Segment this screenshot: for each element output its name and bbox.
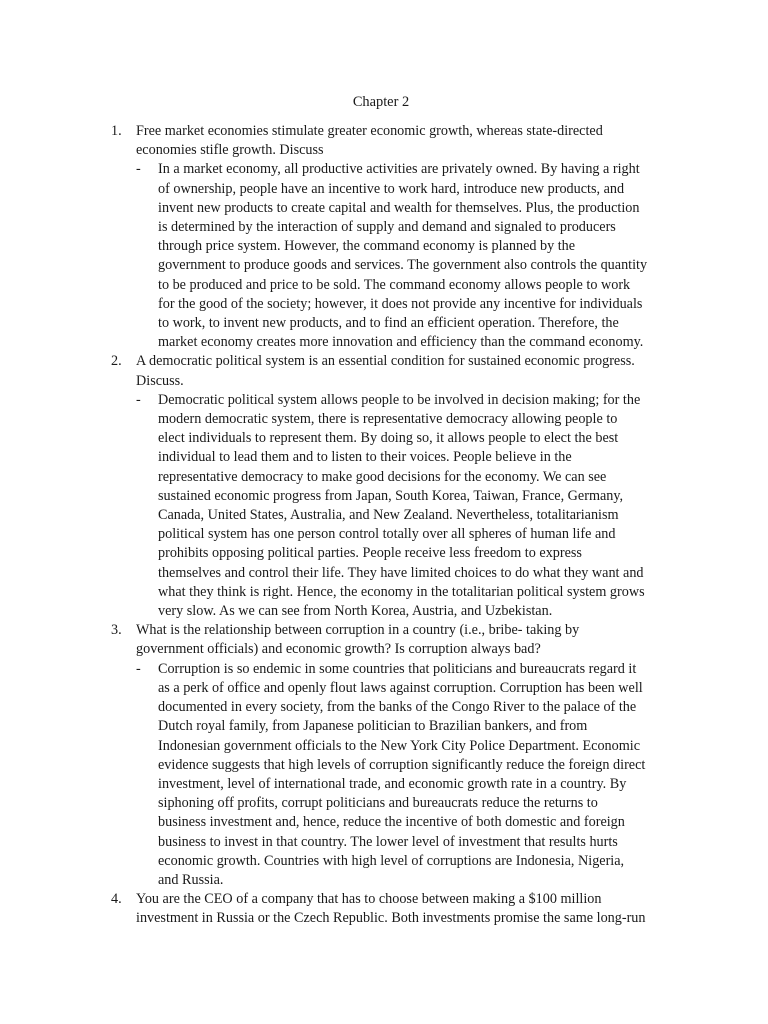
- question-item-4: [111, 890, 711, 928]
- question-text: You are the CEO of a company that has to choose between making a $100 million investment in Russia or the Czech Republic. Both investments promise the same long-run: [136, 891, 646, 927]
- answer-text: Democratic political system allows people to be involved in decision making; for the modern democratic system, there is representative democracy allowing people to elect individuals to represent them. By doing so, it allows people to elect the best individual to lead them and to listen to their voices. People believe in the representative democracy to make good decisions for the economy. We can see sustained economic progress from Japan, South Korea, Taiwan, France, Germany, Canada, United States, Australia, and New Zealand. Nevertheless, totalitarianism political system has one person control totally over all spheres of human life and prohibits opposing political parties. People receive less freedom to express themselves and control their life. They have limited choices to do what they want and what they think is right. Hence, the economy in the totalitarian political system grows very slow. As we can see from North Korea, Austria, and Uzbekistan.: [158, 391, 645, 620]
- question-number: 3.: [111, 622, 122, 639]
- question-list: [111, 122, 711, 929]
- answer-item: [136, 160, 711, 352]
- chapter-title: Chapter 2: [352, 94, 410, 110]
- question-text: What is the relationship between corruption in a country (i.e., bribe- taking by government officials) and economic growth? Is corruption always bad?: [136, 622, 580, 658]
- bullet-dash: -: [136, 391, 141, 408]
- answer-text: In a market economy, all productive activities are privately owned. By having a right of ownership, people have an incentive to work hard, introduce new products, and invent new products to create capital and wealth for themselves. Plus, the production is determined by the interaction of supply and demand and signaled to producers through price system. However, the command economy is planned by the government to produce goods and services. The government also controls the quantity to be produced and price to be sold. The command economy allows people to work for the good of the society; however, it does not provide any incentive for individuals to work, to invent new products, and to find an efficient operation. Therefore, the market economy creates more innovation and efficiency than the command economy.: [158, 161, 648, 351]
- question-text: Free market economies stimulate greater economic growth, whereas state-directed economies stifle growth. Discuss: [136, 123, 603, 159]
- question-item-2: [111, 352, 711, 621]
- question-text: A democratic political system is an essential condition for sustained economic progress. Discuss.: [136, 353, 635, 389]
- question-item-3: [111, 621, 711, 890]
- answer-text: Corruption is so endemic in some countries that politicians and bureaucrats regard it as a perk of office and openly flout laws against corruption. Corruption has been well documented in every society, from the banks of the Congo River to the palace of the Dutch royal family, from Japanese politician to Brazilian bankers, and from Indonesian government officials to the New York City Police Department. Economic evidence suggests that high levels of corruption significantly reduce the foreign direct investment, level of international trade, and economic growth rate in a country. By siphoning off profits, corrupt politicians and bureaucrats reduce the returns to business investment and, hence, reduce the incentive of both domestic and foreign business to invest in that country. The lower level of investment that results hurts economic growth. Countries with high level of corruptions are Indonesia, Nigeria, and Russia.: [158, 660, 646, 888]
- bullet-dash: -: [136, 161, 141, 178]
- answer-item: [136, 660, 711, 890]
- question-item-1: [111, 122, 711, 352]
- answer-item: [136, 391, 711, 621]
- question-number: 2.: [111, 353, 122, 370]
- question-number: 1.: [111, 123, 122, 139]
- question-number: 4.: [111, 891, 122, 908]
- bullet-dash: -: [136, 660, 141, 677]
